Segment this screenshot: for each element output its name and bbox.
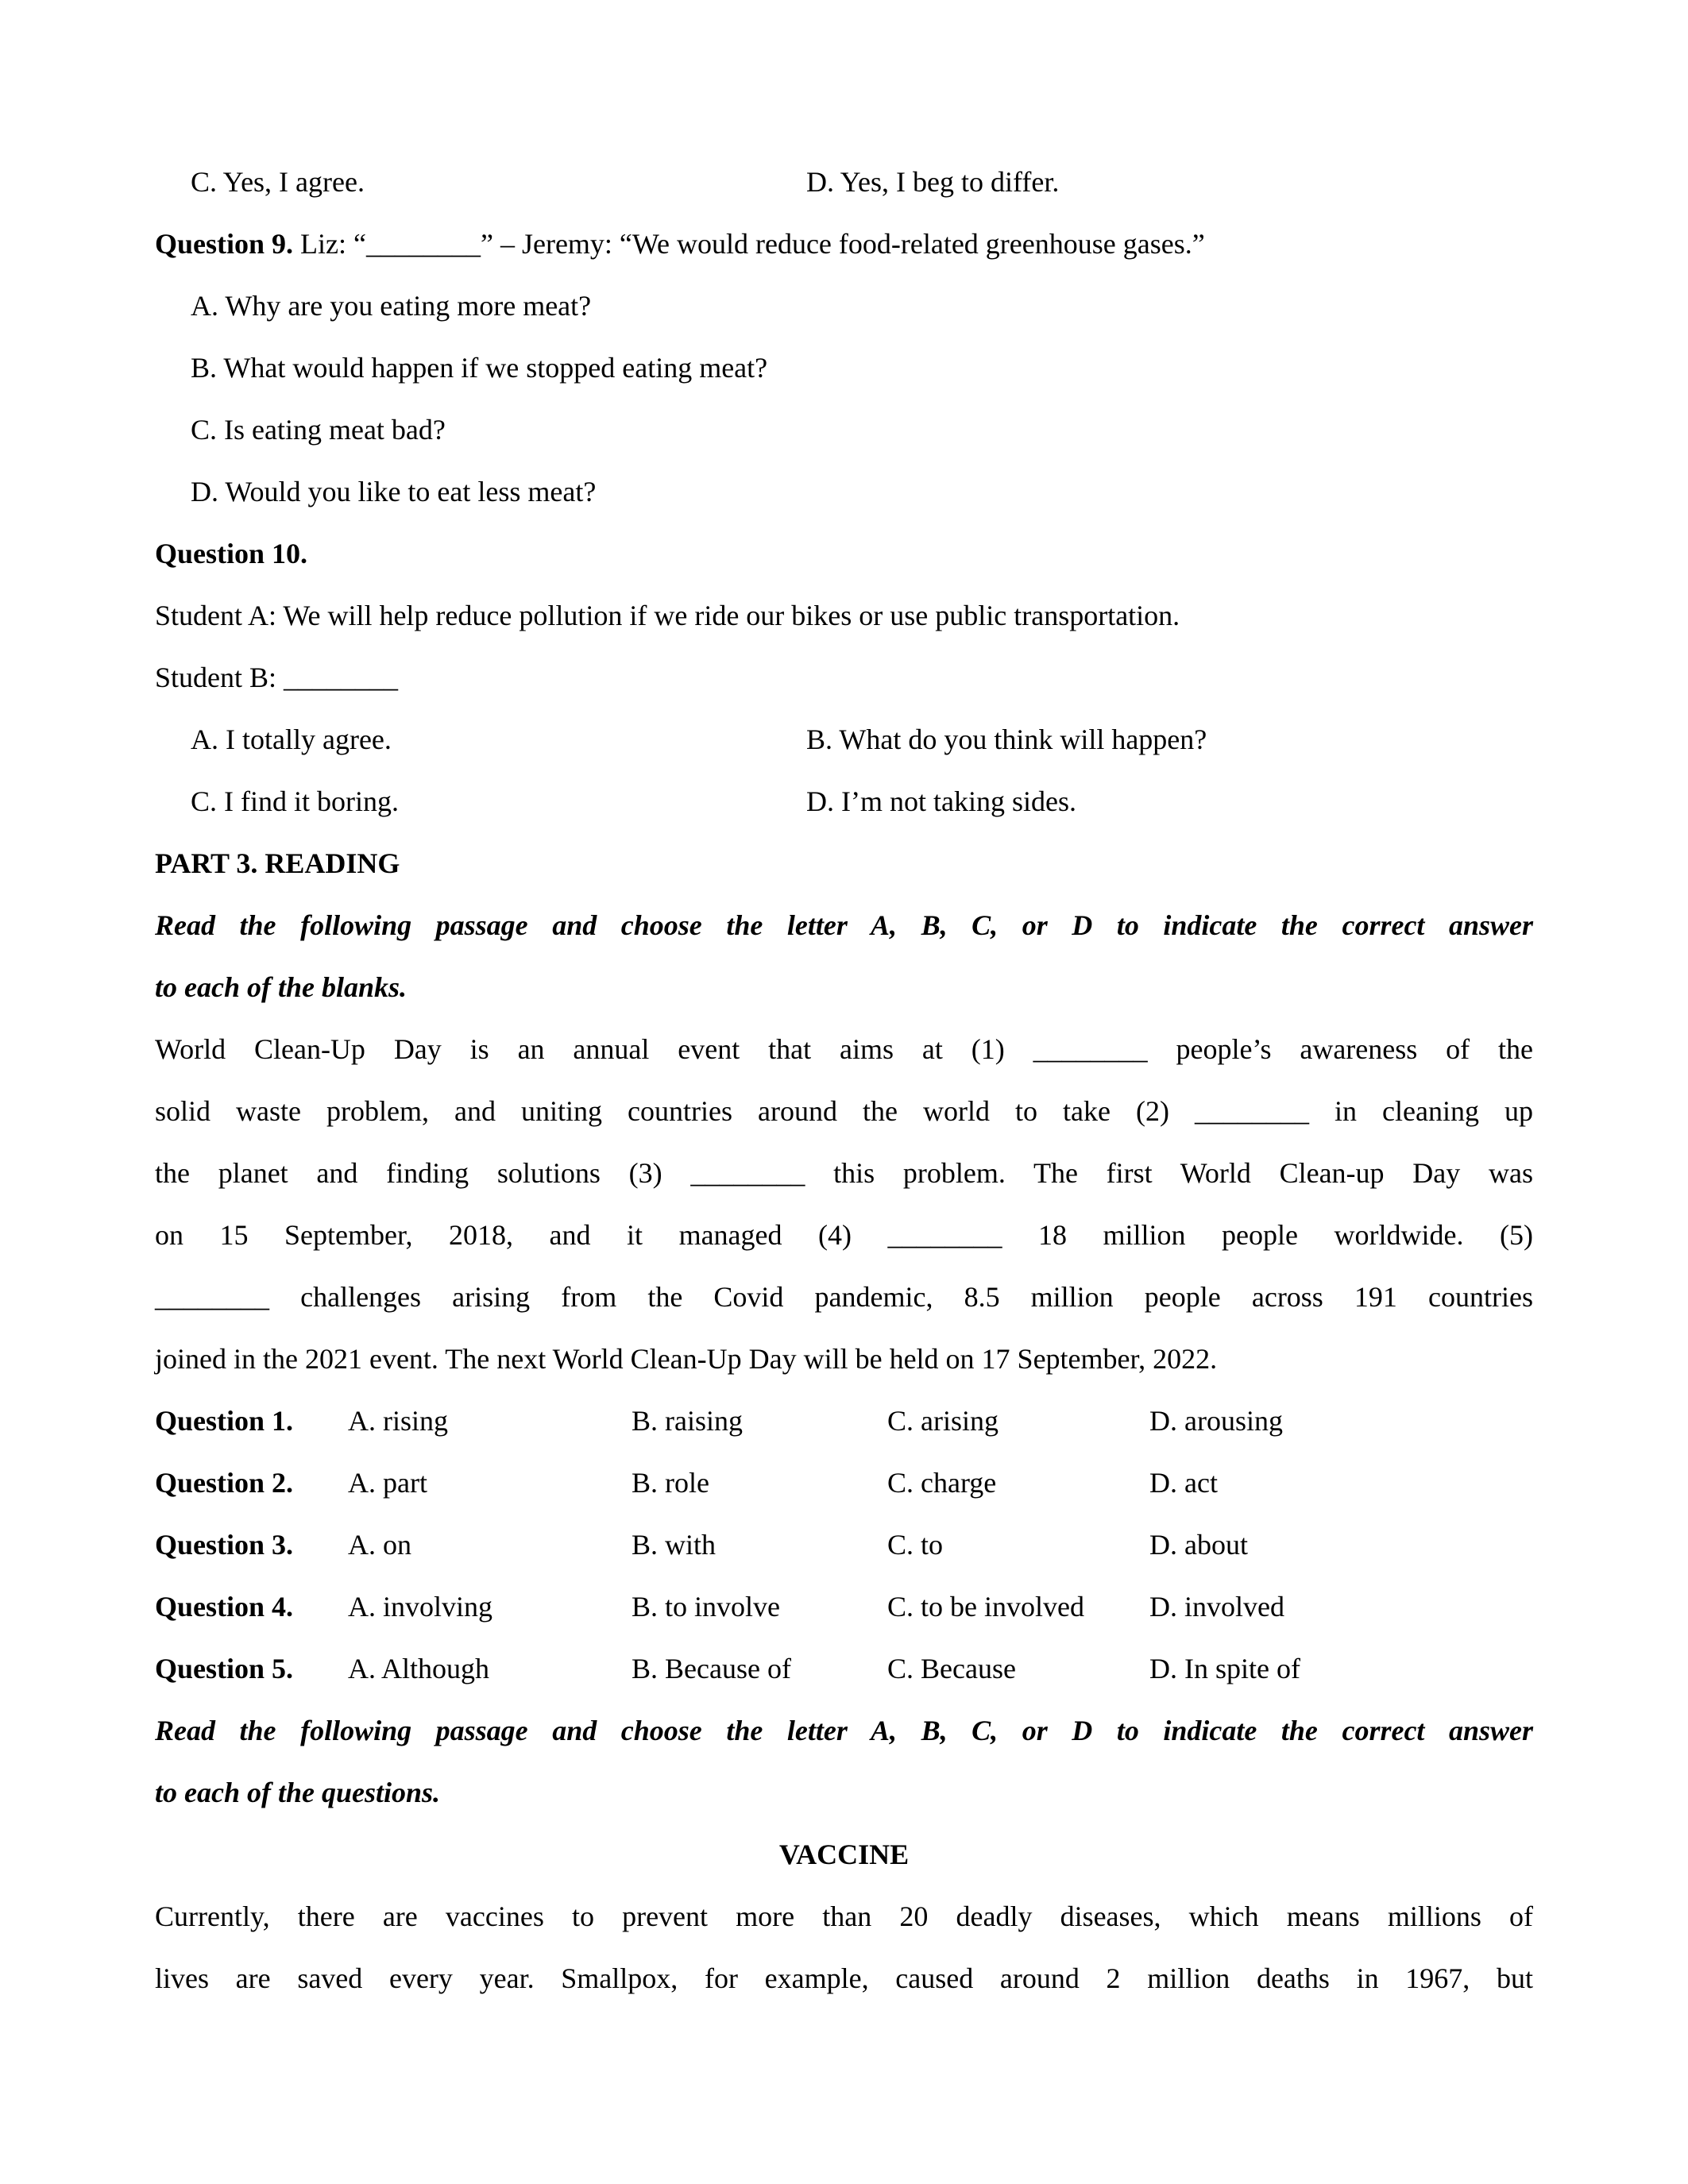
question-2-label: Question 2. bbox=[155, 1467, 294, 1499]
instruction-1-line-1: Read the following passage and choose the letter A, B, C, or D to indicate the correct answer bbox=[155, 909, 1533, 941]
question-3-row bbox=[155, 1514, 1533, 1576]
question-1-option-d: D. arousing bbox=[1149, 1405, 1283, 1437]
question-1-option-a: A. rising bbox=[348, 1405, 448, 1437]
question-4-row bbox=[155, 1576, 1533, 1638]
question-1-option-b: B. raising bbox=[632, 1405, 743, 1437]
question-2-option-c: C. charge bbox=[887, 1467, 997, 1499]
question-3-option-b: B. with bbox=[632, 1529, 717, 1561]
question-3-label: Question 3. bbox=[155, 1529, 294, 1561]
passage-1-line: solid waste problem, and uniting countries around the world to take (2) ________ in cleaning up bbox=[155, 1095, 1533, 1127]
question-2-row bbox=[155, 1452, 1533, 1514]
question-9-stem bbox=[155, 213, 1533, 275]
question-4-label: Question 4. bbox=[155, 1591, 294, 1623]
instruction-2-line-1: Read the following passage and choose the letter A, B, C, or D to indicate the correct answer bbox=[155, 1715, 1533, 1746]
question-10-option-a: A. I totally agree. bbox=[191, 723, 392, 755]
question-9-option-b: B. What would happen if we stopped eating meat? bbox=[191, 352, 768, 384]
question-10-student-b: Student B: ________ bbox=[155, 662, 399, 693]
question-3-option-a: A. on bbox=[348, 1529, 411, 1561]
question-4-option-d: D. involved bbox=[1149, 1591, 1284, 1623]
passage-1-line: the planet and finding solutions (3) ________ this problem. The first World Clean-up Day was bbox=[155, 1157, 1533, 1189]
question-10-options-ab bbox=[155, 708, 1533, 770]
question-2-option-b: B. role bbox=[632, 1467, 709, 1499]
part-3-heading: PART 3. READING bbox=[155, 847, 400, 879]
passage-1-line: joined in the 2021 event. The next World Clean-Up Day will be held on 17 September, 2022. bbox=[155, 1343, 1218, 1375]
question-9-option-a: A. Why are you eating more meat? bbox=[191, 290, 592, 322]
question-10-student-a: Student A: We will help reduce pollution if we ride our bikes or use public transportation. bbox=[155, 600, 1180, 631]
question-9-label: Question 9. bbox=[155, 228, 294, 260]
question-3-option-c: C. to bbox=[887, 1529, 944, 1561]
question-10-option-c: C. I find it boring. bbox=[191, 785, 399, 817]
question-1-option-c: C. arising bbox=[887, 1405, 999, 1437]
prev-question-options-row bbox=[155, 151, 1533, 213]
passage-2-line: Currently, there are vaccines to prevent more than 20 deadly diseases, which means millions of bbox=[155, 1900, 1533, 1932]
question-5-option-b: B. Because of bbox=[632, 1653, 791, 1684]
question-10-option-d: D. I’m not taking sides. bbox=[806, 785, 1076, 817]
question-2-option-a: A. part bbox=[348, 1467, 427, 1499]
question-3-option-d: D. about bbox=[1149, 1529, 1248, 1561]
question-10-label: Question 10. bbox=[155, 538, 308, 569]
instruction-1-line-2: to each of the blanks. bbox=[155, 971, 408, 1003]
question-10-label-row bbox=[155, 523, 1533, 585]
question-5-option-d: D. In spite of bbox=[1149, 1653, 1300, 1684]
page-content bbox=[155, 151, 1533, 2009]
question-5-option-a: A. Although bbox=[348, 1653, 490, 1684]
question-4-option-a: A. involving bbox=[348, 1591, 493, 1623]
question-9-text: Liz: “________” – Jeremy: “We would reduce food-related greenhouse gases.” bbox=[293, 228, 1205, 260]
question-1-label: Question 1. bbox=[155, 1405, 294, 1437]
question-9-option-c: C. Is eating meat bad? bbox=[191, 414, 446, 446]
passage-1-line: World Clean-Up Day is an annual event that aims at (1) ________ people’s awareness of the bbox=[155, 1033, 1533, 1065]
passage-2-line: lives are saved every year. Smallpox, for example, caused around 2 million deaths in 1967, but bbox=[155, 1962, 1533, 1994]
question-4-option-b: B. to involve bbox=[632, 1591, 780, 1623]
prev-option-c: C. Yes, I agree. bbox=[191, 166, 365, 198]
prev-option-d: D. Yes, I beg to differ. bbox=[806, 166, 1060, 198]
question-4-option-c: C. to be involved bbox=[887, 1591, 1084, 1623]
instruction-2-line-2: to each of the questions. bbox=[155, 1777, 441, 1808]
question-5-option-c: C. Because bbox=[887, 1653, 1016, 1684]
passage-2-title: VACCINE bbox=[778, 1839, 910, 1870]
question-5-label: Question 5. bbox=[155, 1653, 294, 1684]
question-9-option-d: D. Would you like to eat less meat? bbox=[191, 476, 597, 507]
question-5-row bbox=[155, 1638, 1533, 1700]
question-1-row bbox=[155, 1390, 1533, 1452]
passage-1-line: ________ challenges arising from the Covid pandemic, 8.5 million people across 191 countries bbox=[155, 1281, 1533, 1313]
question-10-options-cd bbox=[155, 770, 1533, 832]
passage-1-line: on 15 September, 2018, and it managed (4) ________ 18 million people worldwide. (5) bbox=[155, 1219, 1533, 1251]
question-2-option-d: D. act bbox=[1149, 1467, 1218, 1499]
question-10-option-b: B. What do you think will happen? bbox=[806, 723, 1207, 755]
